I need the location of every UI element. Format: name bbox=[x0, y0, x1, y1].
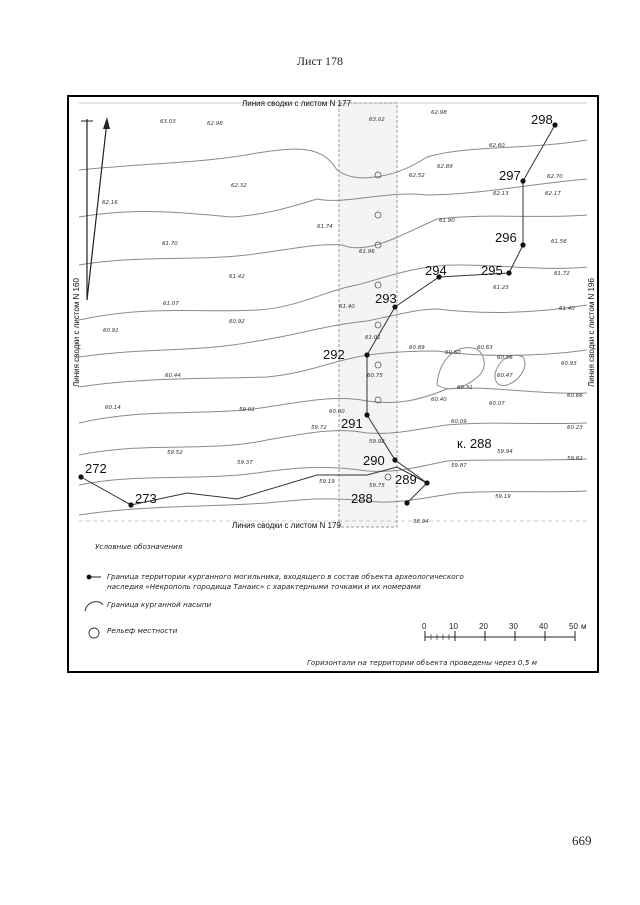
point-label: 290 bbox=[363, 453, 385, 468]
edge-label-left: Линия сводки с листом N 160 bbox=[72, 278, 81, 387]
elevation-label: 59.92 bbox=[369, 439, 385, 445]
elevation-label: 60.47 bbox=[497, 373, 513, 379]
elevation-label: 59.52 bbox=[167, 450, 183, 456]
elevation-label: 61.40 bbox=[339, 304, 355, 310]
elevation-label: 60.66 bbox=[567, 393, 583, 399]
elevation-label: 59.19 bbox=[319, 479, 335, 485]
legend-item-boundary-line1: Граница территории курганного могильника, входящего в состав объекта археологического bbox=[107, 572, 464, 581]
elevation-label: 63.03 bbox=[160, 119, 176, 125]
elevation-label: 60.09 bbox=[451, 419, 467, 425]
point-label: 289 bbox=[395, 472, 417, 487]
elevation-label: 60.44 bbox=[165, 373, 181, 379]
point-label: 298 bbox=[531, 112, 553, 127]
elevation-label: 60.23 bbox=[567, 425, 583, 431]
edge-label-bottom: Линия сводки с листом N 179 bbox=[232, 521, 341, 530]
map-sheet bbox=[67, 95, 599, 673]
elevation-label: 62.60 bbox=[489, 143, 505, 149]
point-label: 288 bbox=[351, 491, 373, 506]
elevation-label: 60.63 bbox=[477, 345, 493, 351]
elevation-label: 60.92 bbox=[229, 319, 245, 325]
point-label: 296 bbox=[495, 230, 517, 245]
map-svg bbox=[67, 95, 599, 673]
scale-unit: м bbox=[581, 622, 587, 631]
legend-item-boundary-line2: наследия «Некрополь городища Танаис» с характерными точками и их номерами bbox=[107, 582, 421, 591]
boundary-point-symbol-icon bbox=[87, 575, 92, 580]
contour-interval-note: Горизонтали на территории объекта проведены через 0,5 м bbox=[307, 658, 538, 667]
point-label: 272 bbox=[85, 461, 107, 476]
elevation-label: 61.56 bbox=[551, 239, 567, 245]
elevation-label: 62.89 bbox=[437, 164, 453, 170]
legend-item-tumulus: Граница курганной насыпи bbox=[107, 600, 212, 609]
point-label: 293 bbox=[375, 291, 397, 306]
elevation-label: 61.96 bbox=[359, 249, 375, 255]
elevation-label: 61.40 bbox=[559, 306, 575, 312]
tumulus-label: к. 288 bbox=[457, 436, 492, 451]
elevation-label: 60.93 bbox=[561, 361, 577, 367]
elevation-label: 61.70 bbox=[162, 241, 178, 247]
elevation-label: 61.23 bbox=[493, 285, 509, 291]
elevation-label: 59.72 bbox=[311, 425, 327, 431]
elevation-label: 59.87 bbox=[451, 463, 467, 469]
elevation-label: 61.42 bbox=[229, 274, 245, 280]
elevation-label: 60.14 bbox=[105, 405, 121, 411]
elevation-label: 60.07 bbox=[489, 401, 505, 407]
legend-item-relief: Рельеф местности bbox=[107, 626, 178, 635]
elevation-label: 59.94 bbox=[497, 449, 513, 455]
elevation-label: 61.90 bbox=[439, 218, 455, 224]
elevation-label: 61.07 bbox=[163, 301, 179, 307]
sheet-title: Лист 178 bbox=[296, 54, 344, 68]
elevation-label: 62.98 bbox=[431, 110, 447, 116]
elevation-label: 62.13 bbox=[493, 191, 509, 197]
elevation-label: 59.19 bbox=[495, 494, 511, 500]
elevation-label: 61.01 bbox=[365, 335, 381, 341]
elevation-label: 59.75 bbox=[369, 483, 385, 489]
elevation-label: 60.75 bbox=[367, 373, 383, 379]
elevation-label: 63.02 bbox=[369, 117, 385, 123]
elevation-label: 62.17 bbox=[545, 191, 561, 197]
elevation-label: 61.72 bbox=[554, 271, 570, 277]
elevation-label: 60.40 bbox=[431, 397, 447, 403]
point-label: 297 bbox=[499, 168, 521, 183]
elevation-label: 59.91 bbox=[239, 407, 255, 413]
elevation-label: 60.00 bbox=[329, 409, 345, 415]
elevation-label: 62.52 bbox=[409, 173, 425, 179]
point-label: 295 bbox=[481, 263, 503, 278]
elevation-label: 58.94 bbox=[413, 519, 429, 525]
point-label: 273 bbox=[135, 491, 157, 506]
scale-label: 50 bbox=[569, 622, 578, 631]
elevation-label: 60.31 bbox=[457, 385, 473, 391]
page-number: 669 bbox=[572, 833, 592, 848]
elevation-label: 60.56 bbox=[497, 355, 513, 361]
elevation-label: 59.37 bbox=[237, 460, 253, 466]
edge-label-right: Линия сводки с листом N 196 bbox=[587, 278, 596, 387]
point-label: 291 bbox=[341, 416, 363, 431]
elevation-label: 62.32 bbox=[231, 183, 247, 189]
point-label: 292 bbox=[323, 347, 345, 362]
elevation-label: 60.60 bbox=[445, 350, 461, 356]
scale-label: 40 bbox=[539, 622, 548, 631]
elevation-label: 61.74 bbox=[317, 224, 333, 230]
elevation-label: 60.89 bbox=[409, 345, 425, 351]
legend-title: Условные обозначения bbox=[95, 542, 183, 551]
edge-label-top: Линия сводки с листом N 177 bbox=[242, 99, 351, 108]
point-label: 294 bbox=[425, 263, 447, 278]
elevation-label: 59.82 bbox=[567, 456, 583, 462]
scale-label: 30 bbox=[509, 622, 518, 631]
scale-label: 20 bbox=[479, 622, 488, 631]
scale-label: 10 bbox=[449, 622, 458, 631]
elevation-label: 60.91 bbox=[103, 328, 119, 334]
scale-label: 0 bbox=[422, 622, 427, 631]
elevation-label: 62.98 bbox=[207, 121, 223, 127]
elevation-label: 62.70 bbox=[547, 174, 563, 180]
elevation-label: 62.16 bbox=[102, 200, 118, 206]
